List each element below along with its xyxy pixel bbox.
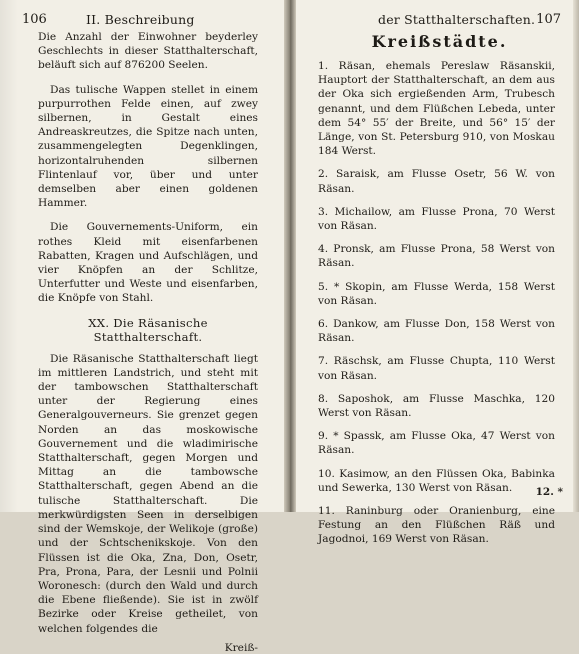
section-text: Die Räsanische Statthalterschaft liegt im mittleren Landstrich, und steht mit der tambowschen Statthalterschaft unter der Regierung eines Generalgouverneurs. Sie grenzet gegen Norden an das moskowische Gouvernement und die wladimirische Statthalterschaft, gegen Morgen und Mittag an die tambowsche Statthalterschaft, gegen Abend an die tulische Statthalterschaft. Die merkwürdigsten Seen in derselbigen sind der Wemskoje, der Welikoje (große) und der Schtschenikskoje. Von den Flüssen ist die Oka, Zna, Don, Osetr, Pra, Prona, Para, der Lesnii und Polnii Woronesch: (durch den Wald und durch die Ebene fließende). Sie ist in zwölf Bezirke oder Kreise getheilet, von welchen folgendes die [38, 352, 258, 635]
list-item: 2. Saraisk, am Flusse Osetr, 56 W. von Räsan. [318, 168, 555, 195]
right-page-number: 107 [536, 12, 561, 27]
population-paragraph: Die Anzahl der Einwohner beyderley Geschlechts in dieser Statthalterschaft, beläuft sich auf 876200 Seelen. [38, 31, 258, 72]
district-towns-heading: Kreißstädte. [371, 32, 508, 51]
left-page [0, 0, 284, 654]
list-item: 5. * Skopin, am Flusse Werda, 158 Werst von Räsan. [318, 280, 555, 307]
list-item: 8. Saposhok, am Flusse Maschka, 120 Werst von Räsan. [318, 392, 555, 420]
list-item: 4. Pronsk, am Flusse Prona, 58 Werst von Räsan. [318, 243, 555, 270]
list-item: 11. Raninburg oder Oranienburg, eine Festung an den Flüßchen Räß und Jagodnoi, 169 Werst von Räsan. [318, 505, 555, 546]
list-item: 3. Michailow, am Flusse Prona, 70 Werst von Räsan. [318, 205, 555, 233]
catchword: Kreiß- [224, 641, 258, 654]
left-running-title: II. Beschreibung [86, 12, 195, 27]
list-item: 1. Räsan, ehemals Pereslaw Räsanskii, Hauptort der Statthalterschaft, an dem aus der Oka sich ergießenden Arm, Trubesch genannt, und dem Flüßchen Lebeda, unter dem 54° 55′ der Breite, und 56° 15′ der Länge, von St. Petersburg 910, von Moskau 184 Werst. [318, 60, 555, 158]
book-gutter [284, 0, 296, 512]
page-edge [573, 0, 579, 512]
left-page-header [22, 0, 258, 30]
list-item: 10. Kasimow, an den Flüssen Oka, Babinka und Sewerka, 130 Werst von Räsan. [318, 467, 555, 494]
uniform-paragraph: Die Gouvernements-Uniform, ein rothes Kleid mit eisenfarbenen Rabatten, Kragen und Aufschlägen, und vier Knöpfen an der Schlitze, Unterfutter und Weste und eisenfarben, die Knöpfe von Stahl. [38, 221, 258, 305]
list-item: 7. Räschsk, am Flusse Chupta, 110 Werst von Räsan. [318, 355, 555, 382]
list-item: 6. Dankow, am Flusse Don, 158 Werst von Räsan. [318, 318, 555, 345]
right-running-title: der Statthalterschaften. [378, 12, 536, 27]
right-page-header [318, 0, 561, 30]
right-page [296, 0, 579, 546]
coat-of-arms-paragraph: Das tulische Wappen stellet in einem purpurrothen Felde einen, auf zwey silbernen, in Gestalt eines Andreaskreutzes, die Spitze nach unten, zusammengelegten Degenklingen, horizontalruhenden silbernen Flintenlauf vor, über und unter demselben aber einen goldenen Hammer. [38, 83, 258, 210]
left-page-number: 106 [22, 12, 47, 27]
printer-signature: 12. * [535, 486, 563, 498]
section-title: XX. Die Räsanische Statthalterschaft. [88, 315, 208, 344]
district-town-list [318, 59, 555, 547]
page-edge-shadow [0, 0, 18, 512]
list-item: 9. * Spassk, am Flusse Oka, 47 Werst von Räsan. [318, 430, 555, 457]
